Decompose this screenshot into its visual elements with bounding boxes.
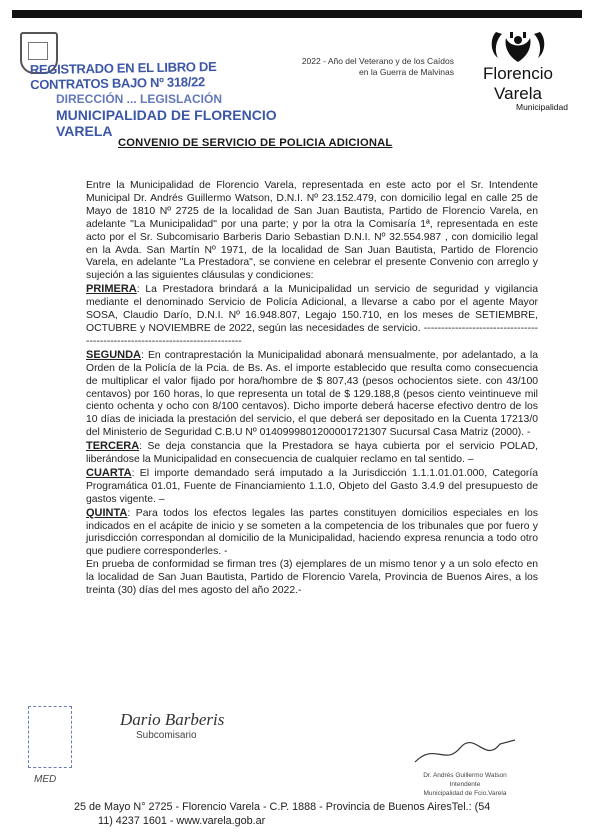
signature-scribble-icon: [405, 738, 525, 768]
clause-tercera: [86, 440, 538, 467]
document-body: [86, 180, 538, 598]
signature-right: [400, 738, 530, 798]
footer-address: [74, 800, 554, 828]
document-title: CONVENIO DE SERVICIO DE POLICIA ADICIONAL: [118, 137, 393, 149]
signature-left-role: Subcomisario: [136, 730, 197, 741]
registration-stamp: [30, 60, 280, 139]
signature-right-role: Intendente: [449, 781, 481, 788]
clause-label: CUARTA: [86, 466, 132, 479]
header-year-motto: [302, 56, 454, 78]
top-bar: [12, 10, 582, 18]
logo-subtitle: Municipalidad: [516, 102, 568, 112]
clause-quinta: [86, 507, 538, 560]
clause-segunda: [86, 349, 538, 440]
initial-stamp: [28, 706, 72, 768]
signature-left-name: Dario Barberis: [120, 710, 225, 729]
logo-name: Florencio Varela: [483, 64, 553, 103]
signature-right-org: Municipalidad de Fcio.Varela: [423, 790, 507, 797]
clause-label: PRIMERA: [86, 283, 137, 296]
stamp-line-2: DIRECCIÓN ... LEGISLACIÓN: [56, 92, 223, 106]
clause-text: : Para todos los efectos legales las partes constituyen domicilios especiales en los indicados en el acápite de inicio y se someten a la competencia de los tribunales que por fuero y jurisdicción correspondan al domicilio de la Municipalidad, haciendo expresa renuncia a todo otro que pudiere corresponderles. -: [86, 507, 538, 558]
stamp-line-3: MUNICIPALIDAD DE FLORENCIO VARELA: [56, 107, 277, 139]
clause-text: : Se deja constancia que la Prestadora se haya cubierta por el servicio POLAD, liberándose la Municipalidad en consecuencia de cualquier reclamo en tal sentido. –: [86, 441, 538, 466]
logo-emblem-icon: [488, 28, 548, 64]
clause-text: : El importe demandado será imputado a la Jurisdicción 1.1.1.01.01.000, Categoría Programática 01.01, Fuente de Financiamiento 1.1.0, Objeto del Gasto 3.4.9 del presupuesto de gastos vigente. –: [86, 467, 538, 505]
signature-right-name: Dr. Andrés Guillermo Watson: [423, 772, 507, 779]
footer-line-1: 25 de Mayo N° 2725 - Florencio Varela - C.P. 1888 - Provincia de Buenos AiresTel.: (54: [74, 801, 491, 813]
footer-line-2: 11) 4237 1601 - www.varela.gob.ar: [98, 815, 266, 827]
clause-label: SEGUNDA: [86, 348, 142, 361]
clause-primera: [86, 283, 538, 349]
closing-paragraph: En prueba de conformidad se firman tres (3) ejemplares de un mismo tenor y a un solo efecto en la localidad de San Juan Bautista, Partido de Florencio Varela, Provincia de Buenos Aires, a los treinta (30) días del mes agosto del año 2022.-: [86, 559, 538, 597]
clause-label: TERCERA: [86, 440, 140, 453]
intro-paragraph: Entre la Municipalidad de Florencio Varela, representada en este acto por el Sr. Intendente Municipal Dr. Andrés Guillermo Watson, D.N.I. Nº 23.152.479, con domicilio legal en calle 25 de Mayo de 1810 Nº 2725 de la localidad de San Juan Bautista, Partido de Florencio Varela, en adelante "La Municipalidad" por una parte; y por la otra la Comisaría 1ª, representada en este acto por el Sr. Subcomisario Barberis Dario Sebastian D.N.I. Nº 32.554.987 , con domicilio legal en la Avda. San Martín Nº 1971, de la localidad de San Juan Bautista, Partido de Florencio Varela, en adelante "La Prestadora", se conviene en celebrar el presente Convenio con arreglo y sujeción a las siguientes cláusulas y condiciones:: [86, 180, 538, 282]
municipality-logo: [458, 28, 578, 112]
clause-cuarta: [86, 467, 538, 507]
clause-text: : La Prestadora brindará a la Municipalidad un servicio de seguridad y vigilancia mediante el denominado Servicio de Policía Adicional, a llevarse a cabo por el agente Mayor SOSA, Claudio Darío, D.N.I. Nº 16.948.807, Legajo 150.710, en los meses de SETIEMBRE, OCTUBRE y NOVIEMBRE de 2022, según las necesidades de servicio. ------------------------------------------------------------------------------: [86, 284, 538, 347]
clause-text: : En contraprestación la Municipalidad abonará mensualmente, por adelantado, a la Orden de la Policía de la Pcia. de Bs. As. el importe establecido que resulta como consecuencia de multiplicar el valor fijado por hora/hombre de $ 807,43 (pesos ochocientos siete. con 43/100 centavos) por 160 horas, lo que representa un total de $ 129.188,8 (pesos ciento veintinueve mil ciento ochenta y ocho con 8/100 centavos). Dicho importe deberá hacerse efectivo dentro de los 10 días de iniciada la prestación del servicio, el que deberá ser depositado en la Cuenta 17213/0 del Ministerio de Seguridad C.B.U Nº 0140999801200001721307 Sucursal Casa Matriz (2000). -: [86, 349, 538, 439]
year-line-1: 2022 - Año del Veterano y de los Caídos: [301, 56, 454, 66]
stamp-line-1: REGISTRADO EN EL LIBRO DE CONTRATOS BAJO Nº 318/22: [29, 58, 217, 93]
year-line-2: en la Guerra de Malvinas: [359, 67, 454, 77]
signature-left: [120, 710, 224, 741]
clause-label: QUINTA: [86, 506, 128, 519]
initials: MED: [34, 774, 57, 785]
